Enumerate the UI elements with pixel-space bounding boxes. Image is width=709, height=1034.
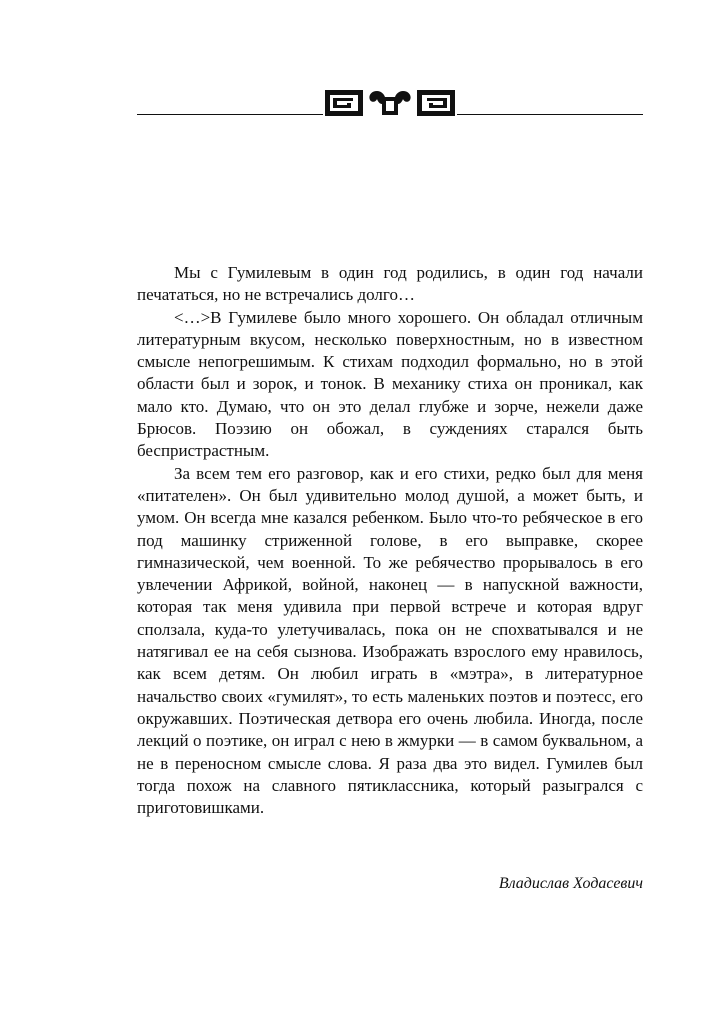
memoir-text xyxy=(137,262,643,819)
header-ornament xyxy=(137,83,643,123)
author-signature: Владислав Ходасевич xyxy=(498,875,643,892)
paragraph-2: <…>В Гумилеве было много хорошего. Он обладал отличным литературным вкусом, несколько поверхностным, но в известном смысле непогрешимым. К стихам подходил формально, но в этой области был и зорок, и тонок. В механику стиха он проникал, как мало кто. Думаю, что он это делал глубже и зорче, нежели даже Брюсов. Поэзию он обожал, в суждениях старался быть беспристрастным. xyxy=(137,307,643,461)
paragraph-3: За всем тем его разговор, как и его стихи, редко был для меня «питателен». Он был удивительно молод душой, а может быть, и умом. Он всегда мне казался ребенком. Было что-то ребяческое в его под машинку стриженной голове, в его выправке, скорее гимназической, чем военной. То же ребячество прорывалось в его увлечении Африкой, войной, наконец — в напускной важности, которая так меня удивила при первой встрече и которая вдруг сползала, куда-то улетучивалась, пока он не спохватывался и не натягивал ее на себя сызнова. Изображать взрослого ему нравилось, как всем детям. Он любил играть в «мэтра», в литературное начальство своих «гумилят», то есть маленьких поэтов и поэтесс, его окружавших. Поэтическая детвора его очень любила. Иногда, после лекций о поэтике, он играл с нею в жмурки — в самом буквальном, а не в переносном смысле слова. Я раза два это видел. Гумилев был тогда похож на славного пятиклассника, который разыгрался с приготовишками. xyxy=(137,463,643,818)
ornament-rule-right xyxy=(457,114,643,115)
ornament-rule-left xyxy=(137,114,323,115)
decorative-ornament-icon xyxy=(323,87,457,119)
paragraph-1: Мы с Гумилевым в один год родились, в один год начали печататься, но не встречались долго… xyxy=(137,263,643,305)
